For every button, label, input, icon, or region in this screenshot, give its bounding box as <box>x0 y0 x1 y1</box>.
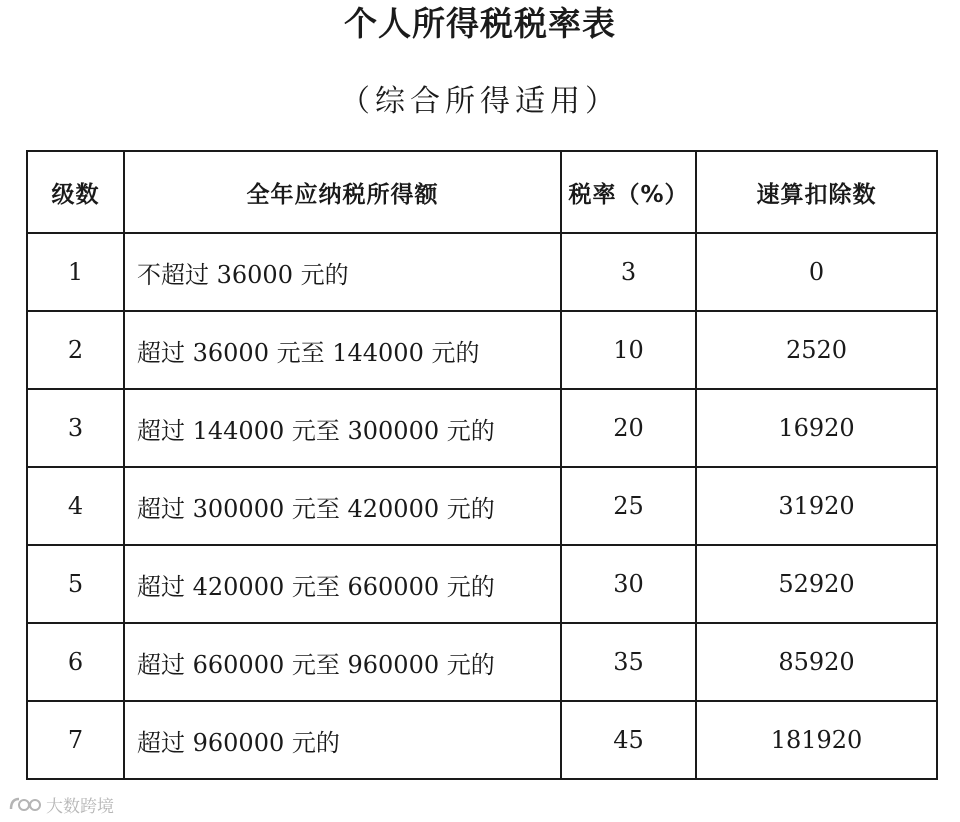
table-row <box>27 467 937 545</box>
cell-tax-rate: 35 <box>561 623 696 701</box>
cell-quick-deduction: 31920 <box>696 467 937 545</box>
cell-tax-rate: 30 <box>561 545 696 623</box>
cell-income-range: 超过 660000 元至 960000 元的 <box>124 623 561 701</box>
cell-level: 5 <box>27 545 124 623</box>
cell-income-range: 超过 960000 元的 <box>124 701 561 779</box>
table-row <box>27 545 937 623</box>
cell-level: 1 <box>27 233 124 311</box>
cell-level: 7 <box>27 701 124 779</box>
cell-level: 6 <box>27 623 124 701</box>
table-row <box>27 623 937 701</box>
cell-quick-deduction: 85920 <box>696 623 937 701</box>
document-title: 个人所得税税率表 <box>344 4 616 43</box>
cell-level: 2 <box>27 311 124 389</box>
table-row <box>27 233 937 311</box>
cell-tax-rate: 10 <box>561 311 696 389</box>
cell-tax-rate: 3 <box>561 233 696 311</box>
cell-quick-deduction: 16920 <box>696 389 937 467</box>
cell-level: 4 <box>27 467 124 545</box>
watermark <box>8 792 114 817</box>
cell-income-range: 超过 300000 元至 420000 元的 <box>124 467 561 545</box>
document-subtitle: （综合所得适用） <box>340 84 620 119</box>
header-tax-rate: 税率（%） <box>561 151 696 233</box>
cell-level: 3 <box>27 389 124 467</box>
cell-tax-rate: 20 <box>561 389 696 467</box>
header-level: 级数 <box>27 151 124 233</box>
cell-income-range: 不超过 36000 元的 <box>124 233 561 311</box>
cell-quick-deduction: 52920 <box>696 545 937 623</box>
watermark-text: 大数跨境 <box>46 797 114 817</box>
cell-tax-rate: 25 <box>561 467 696 545</box>
cell-income-range: 超过 420000 元至 660000 元的 <box>124 545 561 623</box>
cell-quick-deduction: 181920 <box>696 701 937 779</box>
table-row <box>27 311 937 389</box>
tax-rate-table <box>26 150 938 780</box>
table-row <box>27 389 937 467</box>
table-header-row <box>27 151 937 233</box>
table-row <box>27 701 937 779</box>
cell-tax-rate: 45 <box>561 701 696 779</box>
brand-logo-icon <box>8 795 42 815</box>
cell-income-range: 超过 36000 元至 144000 元的 <box>124 311 561 389</box>
header-income-range: 全年应纳税所得额 <box>124 151 561 233</box>
cell-quick-deduction: 2520 <box>696 311 937 389</box>
cell-income-range: 超过 144000 元至 300000 元的 <box>124 389 561 467</box>
cell-quick-deduction: 0 <box>696 233 937 311</box>
header-quick-deduction: 速算扣除数 <box>696 151 937 233</box>
